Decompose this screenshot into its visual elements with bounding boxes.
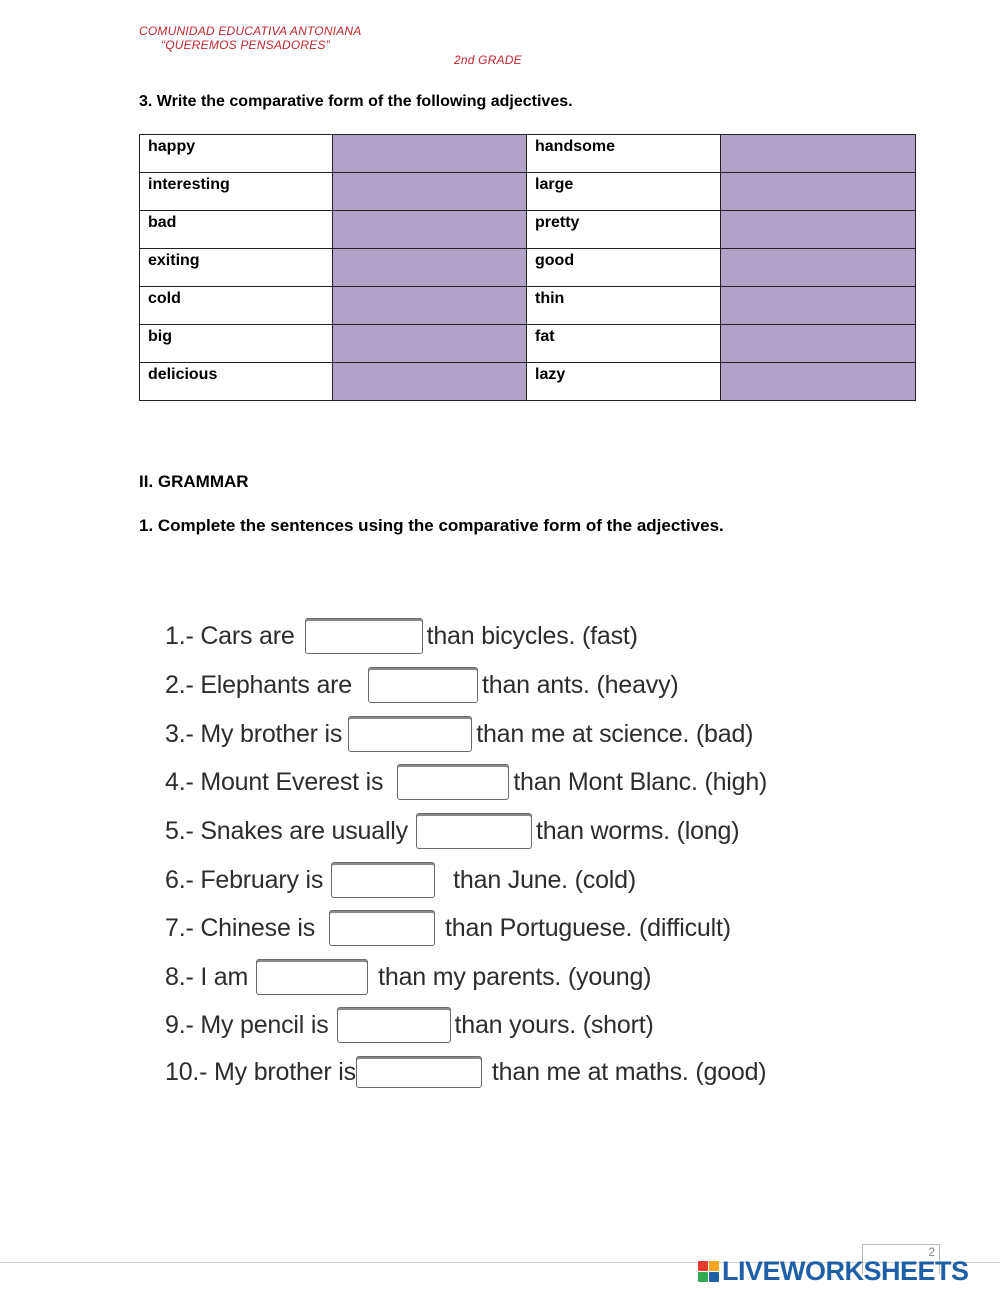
sentence-end: than Mont Blanc. (high) [513,767,768,796]
sentence-start: 4.- Mount Everest is [165,767,384,796]
grammar-heading: II. GRAMMAR [139,472,249,491]
sentence-row [165,959,651,995]
answer-input[interactable] [729,249,911,288]
table-row [140,363,916,401]
sentence-start: 7.- Chinese is [165,913,316,942]
adjective-cell: interesting [140,173,333,211]
adjective-cell: exiting [140,249,333,287]
table-row [140,173,916,211]
answer-cell[interactable] [333,325,527,363]
answer-input[interactable] [341,287,522,326]
answer-input[interactable] [729,211,911,250]
answer-cell[interactable] [721,325,916,363]
answer-input[interactable] [729,287,911,326]
answer-input[interactable] [341,211,522,250]
answer-cell[interactable] [721,249,916,287]
answer-input[interactable] [729,325,911,364]
answer-input[interactable] [729,135,911,174]
grade-label: 2nd GRADE [454,53,522,67]
sentence-row [165,813,739,849]
answer-input[interactable] [341,363,522,402]
sentence-row [165,1007,654,1043]
sentence-answer-input[interactable] [368,667,478,703]
answer-cell[interactable] [333,135,527,173]
sentence-end: than June. (cold) [453,865,636,894]
answer-cell[interactable] [333,211,527,249]
logo-block [698,1272,708,1282]
table-row [140,249,916,287]
sentence-answer-input[interactable] [305,618,423,654]
logo-block [709,1272,719,1282]
answer-input[interactable] [341,325,522,364]
answer-cell[interactable] [721,135,916,173]
adjective-cell: big [140,325,333,363]
sentence-end: than bicycles. (fast) [426,621,638,650]
sentence-answer-input[interactable] [331,862,435,898]
adjective-cell: fat [527,325,721,363]
answer-cell[interactable] [721,363,916,401]
adjective-cell: bad [140,211,333,249]
sentence-row [165,1056,766,1088]
logo-blocks-icon [698,1261,719,1282]
sentence-row [165,862,636,898]
sentence-start: 9.- My pencil is [165,1010,329,1039]
sentence-answer-input[interactable] [397,764,509,800]
answer-input[interactable] [729,173,911,212]
sentence-row [165,764,767,800]
sentences-panel [139,600,839,1110]
grammar-instruction: 1. Complete the sentences using the comparative form of the adjectives. [139,516,724,535]
sentence-end: than my parents. (young) [378,962,652,991]
sentence-start: 2.- Elephants are [165,670,352,699]
sentence-start: 10.- My brother is [165,1057,356,1086]
adjective-cell: large [527,173,721,211]
sentence-end: than yours. (short) [454,1010,654,1039]
adjective-cell: cold [140,287,333,325]
logo-block [709,1261,719,1271]
adjective-cell: good [527,249,721,287]
answer-cell[interactable] [721,287,916,325]
answer-cell[interactable] [333,363,527,401]
section3-title: 3. Write the comparative form of the following adjectives. [139,93,573,110]
table-row [140,325,916,363]
table-row [140,135,916,173]
sentence-row [165,716,753,752]
sentence-start: 5.- Snakes are usually [165,816,408,845]
sentence-answer-input[interactable] [416,813,532,849]
sentence-answer-input[interactable] [337,1007,451,1043]
table-row [140,287,916,325]
logo-block [698,1261,708,1271]
sentence-answer-input[interactable] [256,959,368,995]
answer-cell[interactable] [721,211,916,249]
school-name: COMUNIDAD EDUCATIVA ANTONIANA [139,24,362,38]
sentence-end: than me at maths. (good) [491,1057,767,1086]
sentence-end: than worms. (long) [535,816,740,845]
sentence-answer-input[interactable] [329,910,435,946]
adjective-cell: pretty [527,211,721,249]
adjective-cell: happy [140,135,333,173]
sentence-answer-input[interactable] [348,716,472,752]
adjectives-table [139,134,916,401]
sentence-end: than Portuguese. (difficult) [445,913,731,942]
answer-input[interactable] [341,173,522,212]
sentence-row [165,618,638,654]
sentence-start: 1.- Cars are [165,621,295,650]
answer-input[interactable] [341,249,522,288]
answer-input[interactable] [729,363,911,402]
sentence-start: 8.- I am [165,962,249,991]
logo-text: LIVEWORKSHEETS [722,1256,969,1286]
sentence-row [165,667,679,703]
answer-cell[interactable] [721,173,916,211]
sentence-start: 6.- February is [165,865,324,894]
adjective-cell: lazy [527,363,721,401]
liveworksheets-logo[interactable] [698,1256,969,1287]
sentence-end: than me at science. (bad) [476,719,754,748]
adjective-cell: delicious [140,363,333,401]
adjective-cell: handsome [527,135,721,173]
answer-cell[interactable] [333,249,527,287]
school-motto: “QUEREMOS PENSADORES” [161,38,330,52]
answer-cell[interactable] [333,173,527,211]
sentence-answer-input[interactable] [356,1056,482,1088]
answer-input[interactable] [341,135,522,174]
sentence-row [165,910,731,946]
answer-cell[interactable] [333,287,527,325]
page-number: 2 [862,1244,940,1274]
table-row [140,211,916,249]
adjective-cell: thin [527,287,721,325]
sentence-start: 3.- My brother is [165,719,343,748]
sentence-end: than ants. (heavy) [482,670,679,699]
